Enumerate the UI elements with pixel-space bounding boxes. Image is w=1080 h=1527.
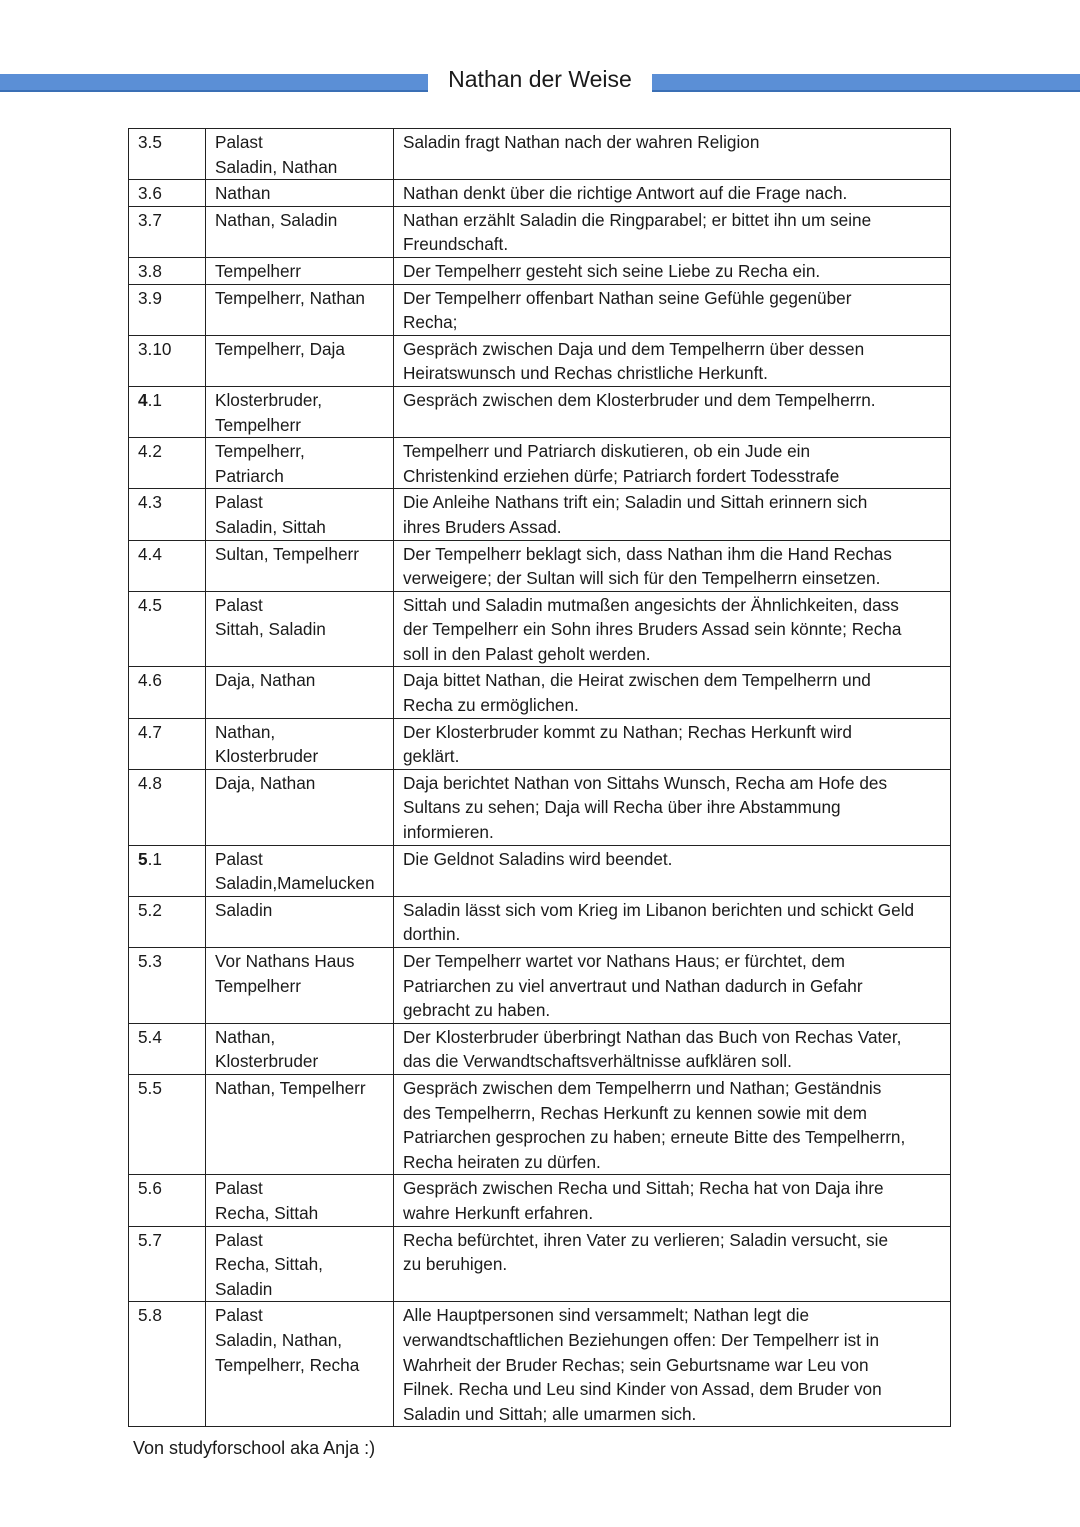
scene-table	[128, 128, 951, 1427]
characters-line: Saladin, Sittah	[215, 516, 326, 537]
scene-number-text: 4.8	[138, 772, 162, 793]
summary-line: der Tempelherr ein Sohn ihres Bruders Assad sein könnte; Recha	[403, 619, 902, 640]
summary-line: gebracht zu haben.	[403, 1000, 551, 1021]
table-row	[129, 718, 951, 769]
summary-line: Patriarchen gesprochen zu haben; erneute Bitte des Tempelherrn,	[403, 1127, 906, 1148]
summary-line: Recha zu ermöglichen.	[403, 695, 579, 716]
characters-line: Tempelherr, Daja	[215, 338, 345, 359]
scene-number	[129, 335, 206, 386]
scene-characters	[206, 667, 394, 718]
scene-characters	[206, 284, 394, 335]
summary-line: Nathan erzählt Saladin die Ringparabel; er bittet ihn um seine	[403, 209, 872, 230]
scene-summary	[394, 489, 951, 540]
characters-line: Tempelherr,	[215, 441, 305, 462]
scene-summary	[394, 1023, 951, 1074]
characters-line: Sittah, Saladin	[215, 619, 326, 640]
scene-number-text: 3.7	[138, 209, 162, 230]
summary-line: Saladin lässt sich vom Krieg im Libanon berichten und schickt Geld	[403, 899, 915, 920]
scene-summary	[394, 206, 951, 257]
characters-line: Daja, Nathan	[215, 670, 316, 691]
table-row	[129, 540, 951, 591]
table-row	[129, 1175, 951, 1226]
scene-number	[129, 257, 206, 284]
summary-line: Wahrheit der Bruder Rechas; sein Geburtsname war Leu von	[403, 1354, 869, 1375]
scene-number-text: 3.5	[138, 132, 162, 152]
characters-line: Klosterbruder	[215, 746, 319, 767]
scene-summary	[394, 386, 951, 437]
table-row	[129, 335, 951, 386]
scene-number-text: .1	[147, 848, 162, 869]
scene-number	[129, 845, 206, 896]
characters-line: Palast	[215, 492, 263, 513]
summary-line: Daja bittet Nathan, die Heirat zwischen dem Tempelherrn und	[403, 670, 871, 691]
scene-number-text: 5.5	[138, 1077, 162, 1098]
scene-characters	[206, 1226, 394, 1302]
scene-characters	[206, 1175, 394, 1226]
scene-number	[129, 591, 206, 667]
summary-line: Sultans zu sehen; Daja will Recha über ihre Abstammung	[403, 797, 841, 818]
scene-number-text: .1	[147, 389, 162, 410]
page-title: Nathan der Weise	[448, 66, 632, 92]
scene-number-text: 5.6	[138, 1178, 162, 1199]
summary-line: Nathan denkt über die richtige Antwort auf die Frage nach.	[403, 183, 848, 204]
summary-line: Gespräch zwischen Daja und dem Tempelherrn über dessen	[403, 338, 865, 359]
scene-summary	[394, 129, 951, 180]
scene-number	[129, 386, 206, 437]
scene-number-text: 5.3	[138, 951, 162, 971]
characters-line: Tempelherr	[215, 975, 301, 996]
scene-summary	[394, 284, 951, 335]
table-row	[129, 206, 951, 257]
summary-line: Der Klosterbruder überbringt Nathan das Buch von Rechas Vater,	[403, 1026, 902, 1047]
table-row	[129, 386, 951, 437]
scene-characters	[206, 591, 394, 667]
scene-summary	[394, 1074, 951, 1174]
scene-characters	[206, 386, 394, 437]
scene-summary	[394, 845, 951, 896]
scene-number-text: 3.10	[138, 338, 172, 359]
characters-line: Patriarch	[215, 465, 284, 486]
scene-number	[129, 129, 206, 180]
summary-line: Der Tempelherr offenbart Nathan seine Gefühle gegenüber	[403, 287, 852, 308]
characters-line: Palast	[215, 1229, 263, 1250]
scene-summary	[394, 1302, 951, 1427]
summary-line: wahre Herkunft erfahren.	[403, 1202, 594, 1223]
table-row	[129, 129, 951, 180]
characters-line: Nathan,	[215, 1026, 276, 1047]
table-row	[129, 948, 951, 1024]
scene-number	[129, 667, 206, 718]
summary-line: geklärt.	[403, 746, 460, 767]
scene-number	[129, 1175, 206, 1226]
scene-characters	[206, 769, 394, 845]
characters-line: Palast	[215, 132, 263, 152]
scene-summary	[394, 948, 951, 1024]
table-row	[129, 489, 951, 540]
characters-line: Recha, Sittah,	[215, 1254, 323, 1275]
summary-line: zu beruhigen.	[403, 1254, 508, 1275]
summary-line: Filnek. Recha und Leu sind Kinder von Assad, dem Bruder von	[403, 1379, 882, 1400]
scene-number-text: 5.2	[138, 899, 162, 920]
scene-number-text: 4.5	[138, 594, 162, 615]
scene-number-text: 4.3	[138, 492, 162, 513]
scene-number-text: 5.7	[138, 1229, 162, 1250]
characters-line: Saladin	[215, 899, 273, 920]
scene-number-text: 3.8	[138, 260, 162, 281]
characters-line: Nathan	[215, 183, 271, 204]
header-rule-left	[0, 74, 428, 92]
table-row	[129, 257, 951, 284]
summary-line: Daja berichtet Nathan von Sittahs Wunsch, Recha am Hofe des	[403, 772, 888, 793]
characters-line: Saladin	[215, 1278, 273, 1299]
summary-line: Recha befürchtet, ihren Vater zu verlieren; Saladin versucht, sie	[403, 1229, 889, 1250]
characters-line: Saladin, Nathan	[215, 156, 338, 177]
scene-characters	[206, 180, 394, 207]
scene-characters	[206, 1302, 394, 1427]
summary-line: Recha heiraten zu dürfen.	[403, 1151, 601, 1172]
table-row	[129, 438, 951, 489]
summary-line: ihres Bruders Assad.	[403, 516, 562, 537]
table-row	[129, 845, 951, 896]
characters-line: Tempelherr, Recha	[215, 1354, 360, 1375]
scene-characters	[206, 1074, 394, 1174]
characters-line: Palast	[215, 1178, 263, 1199]
summary-line: des Tempelherrn, Rechas Herkunft zu kennen sowie mit dem	[403, 1102, 867, 1123]
scene-number-text: 4.4	[138, 543, 162, 564]
scene-summary	[394, 335, 951, 386]
summary-line: Die Anleihe Nathans trift ein; Saladin und Sittah erinnern sich	[403, 492, 868, 513]
table-row	[129, 1023, 951, 1074]
scene-number-text: 4.7	[138, 721, 162, 742]
scene-number	[129, 489, 206, 540]
summary-line: Die Geldnot Saladins wird beendet.	[403, 848, 673, 869]
scene-summary	[394, 1175, 951, 1226]
summary-line: Der Tempelherr wartet vor Nathans Haus; er fürchtet, dem	[403, 951, 845, 971]
summary-line: informieren.	[403, 822, 494, 843]
scene-characters	[206, 896, 394, 947]
characters-line: Klosterbruder	[215, 1051, 319, 1072]
scene-summary	[394, 591, 951, 667]
characters-line: Vor Nathans Haus	[215, 951, 355, 971]
scene-characters	[206, 335, 394, 386]
scene-number	[129, 1226, 206, 1302]
summary-line: Alle Hauptpersonen sind versammelt; Nathan legt die	[403, 1305, 810, 1326]
summary-line: Gespräch zwischen dem Klosterbruder und dem Tempelherrn.	[403, 389, 876, 410]
scene-number	[129, 206, 206, 257]
characters-line: Tempelherr, Nathan	[215, 287, 365, 308]
scene-summary	[394, 667, 951, 718]
characters-line: Saladin,Mamelucken	[215, 873, 375, 894]
scene-summary	[394, 769, 951, 845]
scene-number	[129, 769, 206, 845]
characters-line: Sultan, Tempelherr	[215, 543, 359, 564]
table-row	[129, 180, 951, 207]
scene-number-text: 3.9	[138, 287, 162, 308]
characters-line: Klosterbruder,	[215, 389, 323, 410]
scene-number	[129, 540, 206, 591]
summary-line: Gespräch zwischen Recha und Sittah; Recha hat von Daja ihre	[403, 1178, 884, 1199]
summary-line: Recha;	[403, 312, 458, 333]
characters-line: Tempelherr	[215, 414, 301, 435]
act-number: 5	[138, 848, 148, 869]
summary-line: Der Tempelherr beklagt sich, dass Nathan ihm die Hand Rechas	[403, 543, 892, 564]
characters-line: Palast	[215, 1305, 263, 1326]
table-row	[129, 1226, 951, 1302]
characters-line: Palast	[215, 848, 263, 869]
act-number: 4	[138, 389, 148, 410]
summary-line: Sittah und Saladin mutmaßen angesichts der Ähnlichkeiten, dass	[403, 594, 899, 615]
scene-summary	[394, 180, 951, 207]
summary-line: das die Verwandtschaftsverhältnisse aufklären soll.	[403, 1051, 792, 1072]
scene-summary	[394, 540, 951, 591]
scene-number-text: 5.8	[138, 1305, 162, 1326]
scene-characters	[206, 438, 394, 489]
table-row	[129, 896, 951, 947]
scene-characters	[206, 1023, 394, 1074]
characters-line: Nathan, Saladin	[215, 209, 338, 230]
summary-line: Saladin und Sittah; alle umarmen sich.	[403, 1403, 697, 1424]
scene-characters	[206, 718, 394, 769]
characters-line: Nathan,	[215, 721, 276, 742]
scene-characters	[206, 540, 394, 591]
scene-summary	[394, 718, 951, 769]
table-row	[129, 1302, 951, 1427]
scene-summary	[394, 438, 951, 489]
scene-number	[129, 896, 206, 947]
scene-number	[129, 180, 206, 207]
summary-line: soll in den Palast geholt werden.	[403, 643, 651, 664]
scene-characters	[206, 845, 394, 896]
scene-number-text: 4.2	[138, 441, 162, 462]
table-row	[129, 284, 951, 335]
characters-line: Palast	[215, 594, 263, 615]
summary-line: Der Tempelherr gesteht sich seine Liebe zu Recha ein.	[403, 260, 821, 281]
scene-characters	[206, 948, 394, 1024]
characters-line: Tempelherr	[215, 260, 301, 281]
table-row	[129, 1074, 951, 1174]
scene-number	[129, 948, 206, 1024]
summary-line: Freundschaft.	[403, 234, 509, 255]
characters-line: Daja, Nathan	[215, 772, 316, 793]
scene-number	[129, 284, 206, 335]
scene-characters	[206, 489, 394, 540]
summary-line: Christenkind erziehen dürfe; Patriarch fordert Todesstrafe	[403, 465, 840, 486]
table-row	[129, 591, 951, 667]
summary-line: dorthin.	[403, 924, 461, 945]
summary-line: verweigere; der Sultan will sich für den Tempelherrn einsetzen.	[403, 568, 881, 589]
scene-number-text: 3.6	[138, 183, 162, 204]
scene-number	[129, 1074, 206, 1174]
summary-line: Patriarchen zu viel anvertraut und Nathan dadurch in Gefahr	[403, 975, 863, 996]
summary-line: verwandtschaftlichen Beziehungen offen: Der Tempelherr ist in	[403, 1329, 880, 1350]
summary-line: Heiratswunsch und Rechas christliche Herkunft.	[403, 363, 768, 384]
scene-summary	[394, 896, 951, 947]
table-row	[129, 667, 951, 718]
table-row	[129, 769, 951, 845]
summary-line: Tempelherr und Patriarch diskutieren, ob ein Jude ein	[403, 441, 811, 462]
characters-line: Recha, Sittah	[215, 1202, 319, 1223]
scene-summary	[394, 257, 951, 284]
scene-number	[129, 1302, 206, 1427]
author-credit: Von studyforschool aka Anja :)	[133, 1438, 376, 1458]
scene-number-text: 5.4	[138, 1026, 162, 1047]
summary-line: Gespräch zwischen dem Tempelherrn und Nathan; Geständnis	[403, 1077, 882, 1098]
summary-line: Saladin fragt Nathan nach der wahren Religion	[403, 132, 760, 152]
scene-characters	[206, 257, 394, 284]
scene-number-text: 4.6	[138, 670, 162, 691]
characters-line: Nathan, Tempelherr	[215, 1077, 366, 1098]
scene-characters	[206, 129, 394, 180]
header-rule-right	[652, 74, 1080, 92]
scene-number	[129, 438, 206, 489]
scene-summary	[394, 1226, 951, 1302]
characters-line: Saladin, Nathan,	[215, 1329, 343, 1350]
scene-characters	[206, 206, 394, 257]
summary-line: Der Klosterbruder kommt zu Nathan; Rechas Herkunft wird	[403, 721, 852, 742]
scene-number	[129, 1023, 206, 1074]
scene-number	[129, 718, 206, 769]
